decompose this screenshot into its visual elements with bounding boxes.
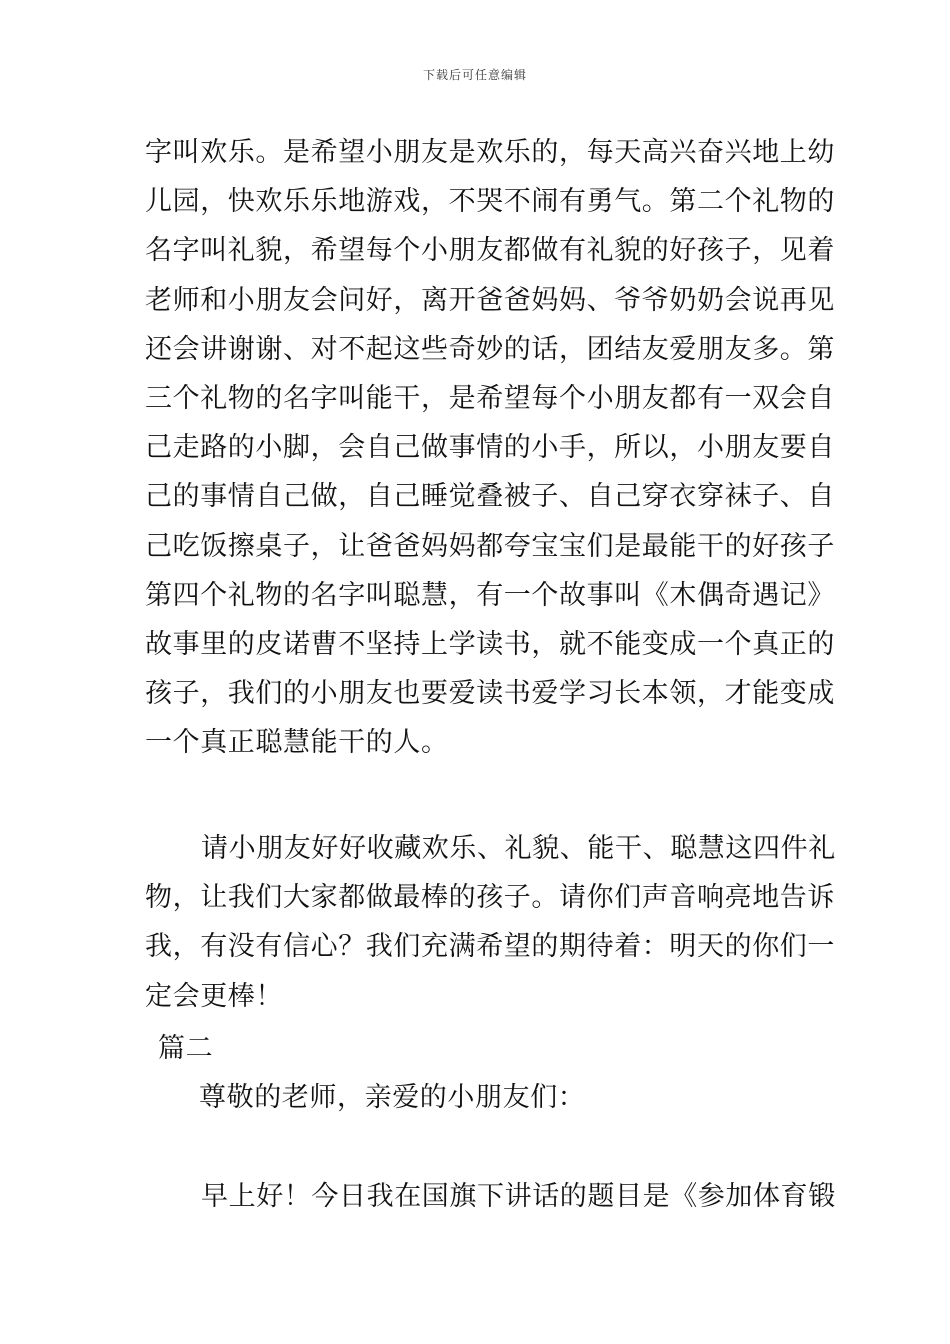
text-line: 一个真正聪慧能干的人。 <box>145 727 449 759</box>
section-title: 篇二 <box>158 1033 214 1064</box>
text-line: 己的事情自己做，自己睡觉叠被子、自己穿衣穿袜子、自 <box>145 481 835 513</box>
text-line: 名字叫礼貌，希望每个小朋友都做有礼貌的好孩子，见着 <box>145 235 835 267</box>
text-line: 己吃饭擦桌子，让爸爸妈妈都夸宝宝们是最能干的好孩子 <box>145 530 835 562</box>
text-line: 三个礼物的名字叫能干，是希望每个小朋友都有一双会自 <box>145 382 835 414</box>
text-line: 我，有没有信心？我们充满希望的期待着：明天的你们一 <box>145 931 835 963</box>
paragraph-closing <box>145 824 836 1021</box>
text-line: 物，让我们大家都做最棒的孩子。请你们声音响亮地告诉 <box>145 882 835 914</box>
text-line: 还会讲谢谢、对不起这些奇妙的话，团结友爱朋友多。第 <box>145 333 835 365</box>
text-line: 字叫欢乐。是希望小朋友是欢乐的，每天高兴奋兴地上幼 <box>145 137 835 168</box>
paragraph-gifts <box>145 128 835 767</box>
text-line: 尊敬的老师，亲爱的小朋友们： <box>199 1082 586 1113</box>
text-line: 早上好！今日我在国旗下讲话的题目是《参加体育锻 <box>201 1181 836 1212</box>
page-header: 下载后可任意编辑 <box>422 68 527 82</box>
text-line: 故事里的皮诺曹不坚持上学读书，就不能变成一个真正的 <box>145 628 835 660</box>
text-line: 请小朋友好好收藏欢乐、礼貌、能干、聪慧这四件礼 <box>201 833 836 864</box>
text-line: 定会更棒！ <box>145 980 283 1012</box>
text-line: 第四个礼物的名字叫聪慧，有一个故事叫《木偶奇遇记》 <box>145 579 835 611</box>
text-line: 己走路的小脚，会自己做事情的小手，所以，小朋友要自 <box>145 432 835 464</box>
text-line: 儿园，快欢乐乐地游戏，不哭不闹有勇气。第二个礼物的 <box>145 186 835 218</box>
paragraph-greeting <box>145 1172 836 1221</box>
text-line: 孩子，我们的小朋友也要爱读书爱学习长本领，才能变成 <box>145 678 835 710</box>
section-heading <box>145 1024 817 1073</box>
salutation <box>145 1073 817 1122</box>
text-line: 老师和小朋友会问好，离开爸爸妈妈、爷爷奶奶会说再见 <box>145 284 835 316</box>
